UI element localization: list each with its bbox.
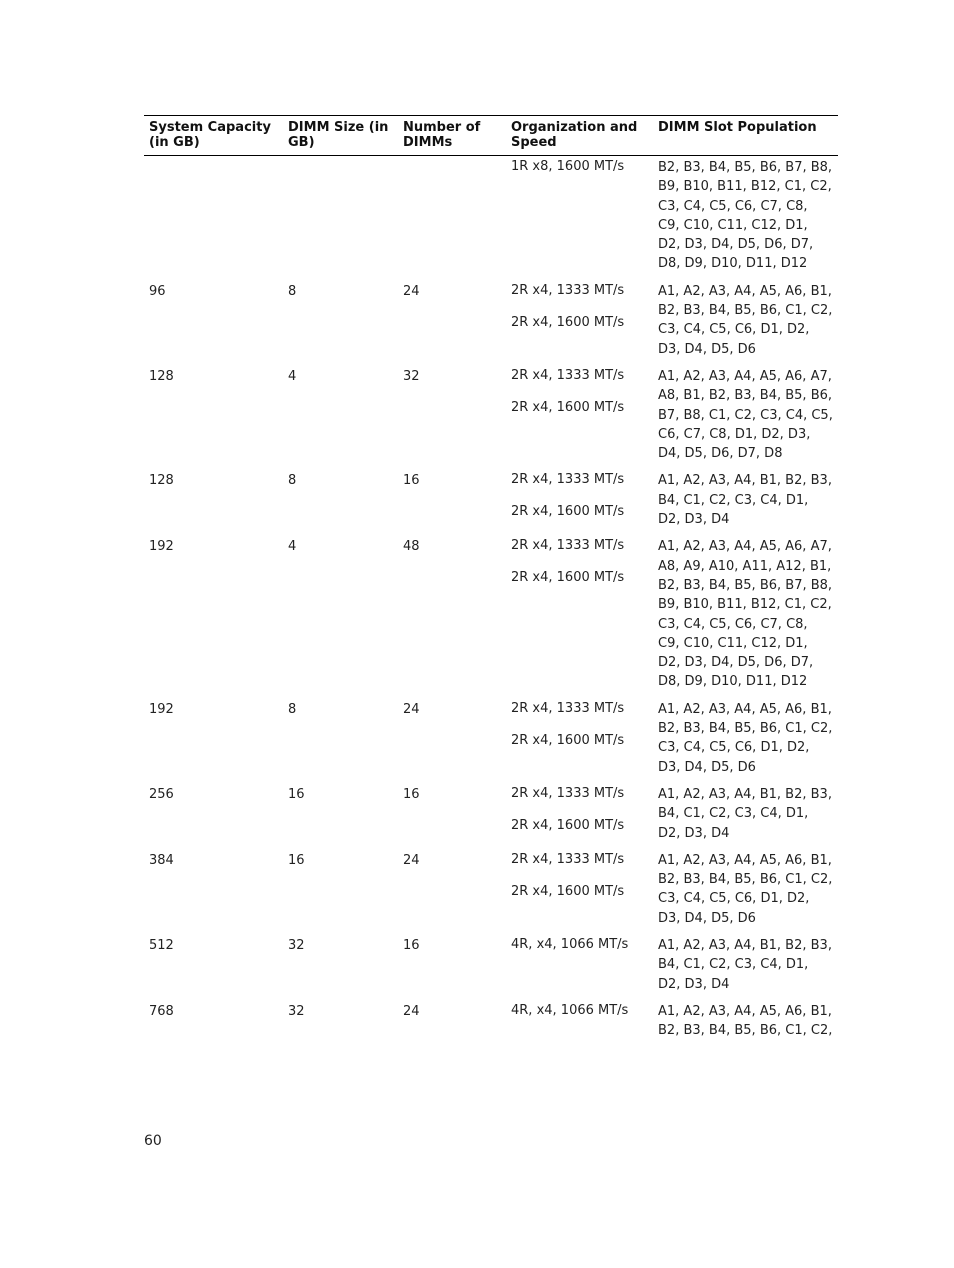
cell-system-capacity: 192 [149,539,174,555]
speed-entry: 1R x8, 1600 MT/s [511,159,625,174]
speed-entry: 2R x4, 1333 MT/s [511,538,625,554]
slot-list: A1, A2, A3, A4, B1, B2, B3, B4, C1, C2, C3, C4, D1, D2, D3, D4 [658,786,832,841]
slot-list: A1, A2, A3, A4, B1, B2, B3, B4, C1, C2, C3, C4, D1, D2, D3, D4 [658,937,832,992]
cell-dimm-slot-population [653,843,838,928]
slot-list: B2, B3, B4, B5, B6, B7, B8, B9, B10, B11, B12, C1, C2, C3, C4, C5, C6, C7, C8, C9, C10, C11, C12, D1, D2, D3, D4, D5, D6, D7, D8, D9, D10, D11, D12 [658,160,833,272]
cell-dimm-size: 4 [288,539,297,555]
speed-entry: 4R, x4, 1066 MT/s [511,936,629,952]
speed-entry: 2R x4, 1333 MT/s [511,472,625,488]
cell-dimm-size: 16 [288,786,305,802]
table-row [144,529,838,691]
cell-dimm-slot-population [653,274,838,359]
header-row [144,116,838,156]
slot-list: A1, A2, A3, A4, A5, A6, A7, A8, A9, A10, A11, A12, B1, B2, B3, B4, B5, B6, B7, B8, B9, B10, B11, B12, C1, C2, C3, C4, C5, C6, C7, C8, C9, C10, C11, C12, D1, D2, D3, D4, D5, D6, D7, D8, D9, D10, D11, D12 [658,539,833,690]
cell-organization-speed [506,274,653,359]
cell-dimm-slot-population [653,928,838,994]
speed-entry: 2R x4, 1333 MT/s [511,851,625,867]
table-row [144,777,838,843]
table-row [144,994,838,1041]
cell-organization-speed [506,777,653,843]
cell-organization-speed [506,843,653,928]
table-row [144,463,838,529]
header-number-of-dimms: Number of DIMMs [403,120,481,150]
speed-entry: 2R x4, 1600 MT/s [511,732,625,748]
table-row [144,156,838,274]
slot-list: A1, A2, A3, A4, A5, A6, B1, B2, B3, B4, B5, B6, C1, C2, [658,1003,833,1039]
cell-number-of-dimms: 24 [403,283,420,299]
speed-entry: 2R x4, 1333 MT/s [511,367,625,383]
header-organization-speed: Organization and Speed [511,120,638,150]
cell-dimm-size: 32 [288,1003,305,1019]
cell-organization-speed [506,928,653,994]
cell-system-capacity: 256 [149,786,174,802]
cell-dimm-size: 32 [288,937,305,953]
cell-system-capacity: 128 [149,368,174,384]
speed-entry: 2R x4, 1600 MT/s [511,314,625,330]
cell-dimm-size: 8 [288,283,297,299]
cell-organization-speed [506,529,653,691]
cell-dimm-slot-population [653,359,838,463]
slot-list: A1, A2, A3, A4, B1, B2, B3, B4, C1, C2, C3, C4, D1, D2, D3, D4 [658,473,832,528]
header-dimm-slot-population: DIMM Slot Population [658,120,817,135]
cell-dimm-slot-population [653,994,838,1041]
cell-number-of-dimms: 24 [403,852,420,868]
cell-dimm-slot-population [653,692,838,777]
cell-organization-speed [506,994,653,1041]
cell-dimm-slot-population [653,463,838,529]
cell-system-capacity: 384 [149,852,174,868]
cell-dimm-slot-population [653,529,838,691]
cell-number-of-dimms: 24 [403,1003,420,1019]
speed-entry: 2R x4, 1333 MT/s [511,700,625,716]
cell-dimm-size: 4 [288,368,297,384]
speed-entry: 4R, x4, 1066 MT/s [511,1002,629,1018]
cell-number-of-dimms: 16 [403,786,420,802]
table-row [144,843,838,928]
cell-number-of-dimms: 32 [403,368,420,384]
table-row [144,928,838,994]
cell-organization-speed [506,359,653,463]
cell-dimm-slot-population [653,777,838,843]
slot-list: A1, A2, A3, A4, A5, A6, A7, A8, B1, B2, B3, B4, B5, B6, B7, B8, C1, C2, C3, C4, C5, C6, C7, C8, D1, D2, D3, D4, D5, D6, D7, D8 [658,368,833,462]
cell-number-of-dimms: 48 [403,539,420,555]
cell-system-capacity: 96 [149,283,166,299]
cell-system-capacity: 192 [149,701,174,717]
slot-list: A1, A2, A3, A4, A5, A6, B1, B2, B3, B4, B5, B6, C1, C2, C3, C4, C5, C6, D1, D2, D3, D4, D5, D6 [658,283,833,357]
speed-entry: 2R x4, 1333 MT/s [511,282,625,298]
speed-entry: 2R x4, 1600 MT/s [511,883,625,899]
cell-organization-speed [506,156,653,274]
speed-entry: 2R x4, 1600 MT/s [511,817,625,833]
speed-entry: 2R x4, 1600 MT/s [511,399,625,415]
table-row [144,692,838,777]
cell-number-of-dimms [398,156,506,274]
speed-entry: 2R x4, 1600 MT/s [511,504,625,520]
cell-number-of-dimms: 16 [403,473,420,489]
cell-system-capacity: 512 [149,937,174,953]
cell-system-capacity [144,156,283,274]
table-row [144,274,838,359]
cell-dimm-slot-population [653,156,838,274]
speed-entry: 2R x4, 1333 MT/s [511,785,625,801]
speed-entry: 2R x4, 1600 MT/s [511,570,625,586]
cell-dimm-size [283,156,398,274]
cell-dimm-size: 8 [288,473,297,489]
table-body [144,156,838,1041]
cell-system-capacity: 128 [149,473,174,489]
cell-organization-speed [506,463,653,529]
page-number: 60 [144,1133,162,1149]
table-header [144,116,838,156]
header-system-capacity: System Capacity (in GB) [149,120,271,150]
cell-number-of-dimms: 16 [403,937,420,953]
cell-system-capacity: 768 [149,1003,174,1019]
memory-configuration-table [144,115,838,1040]
cell-dimm-size: 16 [288,852,305,868]
slot-list: A1, A2, A3, A4, A5, A6, B1, B2, B3, B4, B5, B6, C1, C2, C3, C4, C5, C6, D1, D2, D3, D4, D5, D6 [658,852,833,926]
cell-dimm-size: 8 [288,701,297,717]
slot-list: A1, A2, A3, A4, A5, A6, B1, B2, B3, B4, B5, B6, C1, C2, C3, C4, C5, C6, D1, D2, D3, D4, D5, D6 [658,701,833,775]
table-row [144,359,838,463]
header-dimm-size: DIMM Size (in GB) [288,120,389,150]
cell-number-of-dimms: 24 [403,701,420,717]
cell-organization-speed [506,692,653,777]
